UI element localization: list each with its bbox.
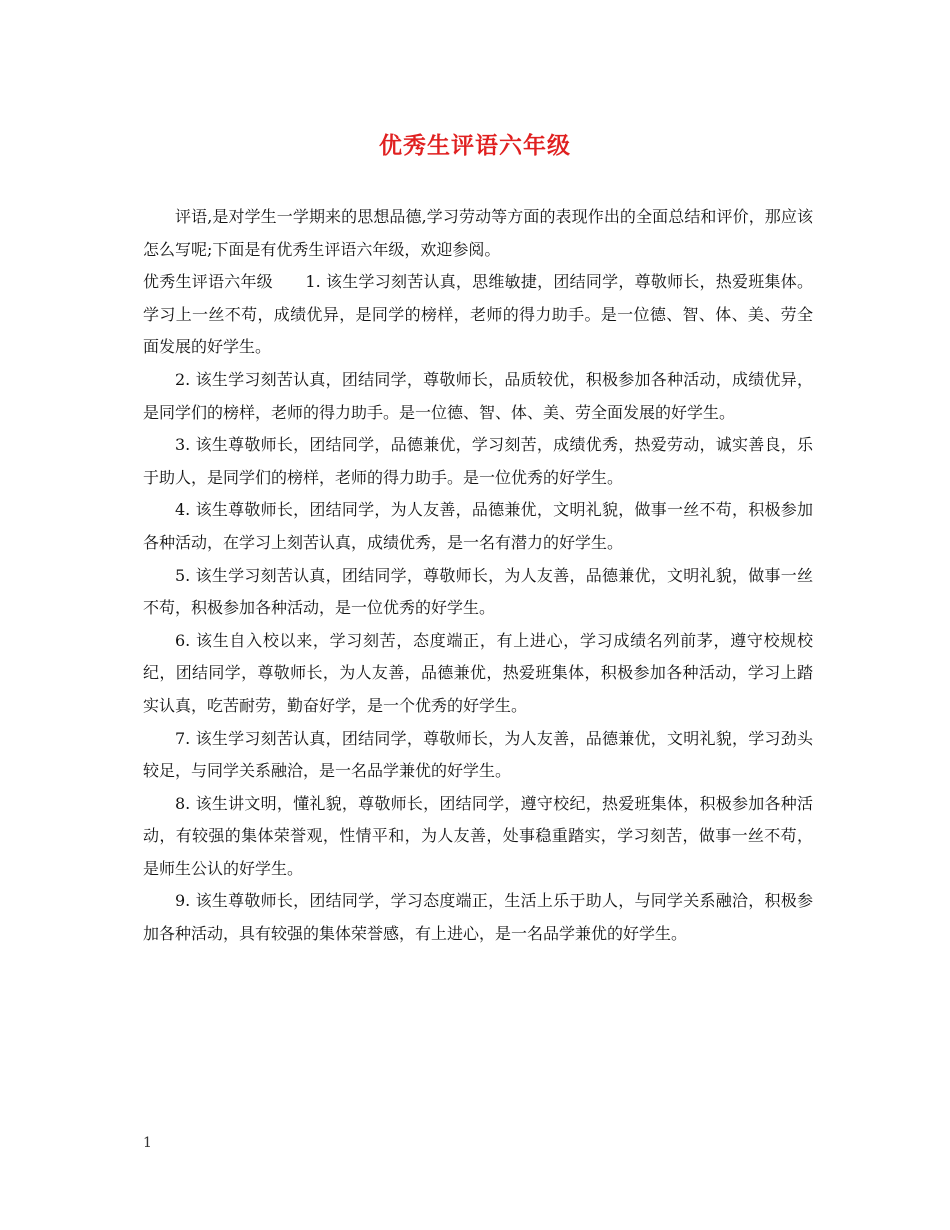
paragraph-item-1: 优秀生评语六年级 1. 该生学习刻苦认真，思维敏捷，团结同学，尊敬师长，热爱班集体。学习上一丝不苟，成绩优异，是同学的榜样，老师的得力助手。是一位德、智、体、美、劳全面发展的好学生。 xyxy=(143,272,813,357)
document-body xyxy=(143,201,813,951)
paragraph-item-5: 5. 该生学习刻苦认真，团结同学，尊敬师长，为人友善，品德兼优，文明礼貌，做事一丝不苟，积极参加各种活动，是一位优秀的好学生。 xyxy=(143,565,813,618)
paragraph-item-3: 3. 该生尊敬师长，团结同学，品德兼优，学习刻苦，成绩优秀，热爱劳动，诚实善良，乐于助人，是同学们的榜样，老师的得力助手。是一位优秀的好学生。 xyxy=(143,435,813,487)
paragraph-item-4: 4. 该生尊敬师长，团结同学，为人友善，品德兼优，文明礼貌，做事一丝不苟，积极参加各种活动，在学习上刻苦认真，成绩优秀，是一名有潜力的好学生。 xyxy=(143,500,813,552)
paragraph-item-7: 7. 该生学习刻苦认真，团结同学，尊敬师长，为人友善，品德兼优，文明礼貌，学习劲头较足，与同学关系融洽，是一名品学兼优的好学生。 xyxy=(143,728,813,781)
paragraph-item-9: 9. 该生尊敬师长，团结同学，学习态度端正，生活上乐于助人，与同学关系融洽，积极参加各种活动，具有较强的集体荣誉感，有上进心，是一名品学兼优的好学生。 xyxy=(143,891,813,944)
paragraph-item-8: 8. 该生讲文明，懂礼貌，尊敬师长，团结同学，遵守校纪，热爱班集体，积极参加各种活动，有较强的集体荣誉观，性情平和，为人友善，处事稳重踏实，学习刻苦，做事一丝不苟，是师生公认的好学生。 xyxy=(143,793,813,878)
paragraph-item-6: 6. 该生自入校以来，学习刻苦，态度端正，有上进心，学习成绩名列前茅，遵守校规校纪，团结同学，尊敬师长，为人友善，品德兼优，热爱班集体，积极参加各种活动，学习上踏实认真，吃苦耐劳，勤奋好学，是一个优秀的好学生。 xyxy=(143,630,813,715)
page-number: 1 xyxy=(143,1135,152,1151)
paragraph-intro: 评语,是对学生一学期来的思想品德,学习劳动等方面的表现作出的全面总结和评价，那应该怎么写呢;下面是有优秀生评语六年级，欢迎参阅。 xyxy=(143,207,813,259)
paragraph-item-2: 2. 该生学习刻苦认真，团结同学，尊敬师长，品质较优，积极参加各种活动，成绩优异，是同学们的榜样，老师的得力助手。是一位德、智、体、美、劳全面发展的好学生。 xyxy=(143,369,813,422)
document-title: 优秀生评语六年级 xyxy=(379,132,571,159)
